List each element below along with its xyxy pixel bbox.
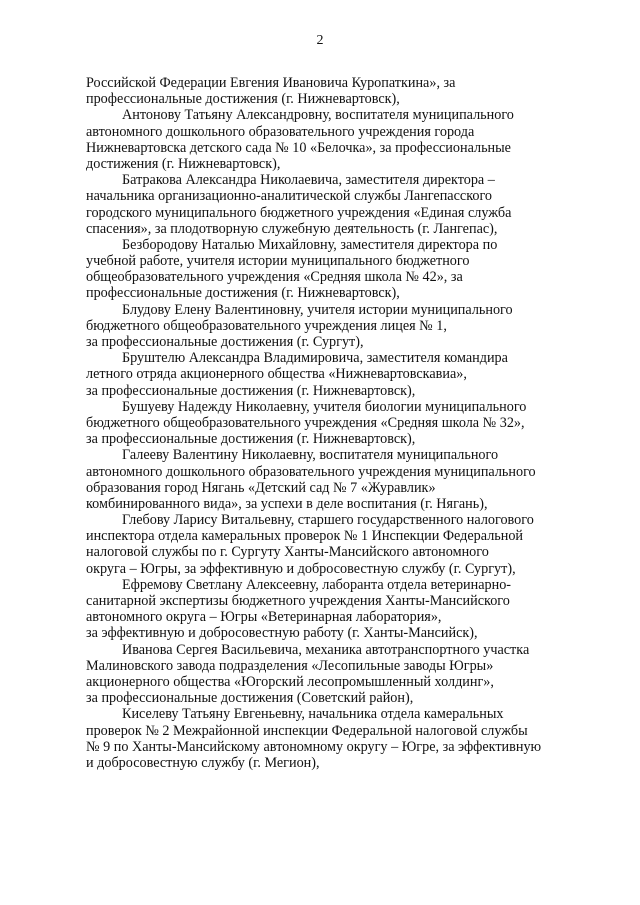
paragraph	[86, 302, 574, 351]
text-line: Галееву Валентину Николаевну, воспитателя муниципального	[122, 447, 499, 464]
document-body	[86, 75, 574, 771]
text-line: автономного дошкольного образовательного учреждения муниципального	[86, 463, 536, 480]
paragraph	[86, 706, 574, 771]
text-line: достижения (г. Нижневартовск),	[86, 155, 281, 172]
paragraph	[86, 447, 574, 512]
text-line: налоговой службы по г. Сургуту Ханты-Мансийского автономного	[86, 544, 489, 561]
text-line: за профессиональные достижения (г. Сургут),	[86, 334, 364, 350]
paragraph	[86, 642, 574, 707]
text-line: профессиональные достижения (г. Нижневартовск),	[86, 285, 400, 302]
paragraph	[86, 172, 574, 237]
text-line: и добросовестную службу (г. Мегион),	[86, 754, 320, 771]
text-line: акционерного общества «Югорский лесопромышленный холдинг»,	[86, 673, 494, 690]
text-line: Антонову Татьяну Александровну, воспитателя муниципального	[122, 107, 514, 124]
page-number: 2	[316, 33, 324, 48]
text-line: комбинированного вида», за успехи в деле воспитания (г. Нягань),	[86, 495, 488, 512]
text-line: Российской Федерации Евгения Ивановича Куропаткина», за	[86, 75, 456, 91]
text-line: начальника организационно-аналитической службы Лангепасского	[86, 188, 493, 205]
text-line: спасения», за плодотворную служебную деятельность (г. Лангепас),	[86, 220, 498, 237]
text-line: Нижневартовска детского сада № 10 «Белочка», за профессиональные	[86, 139, 511, 156]
text-line: Ефремову Светлану Алексеевну, лаборанта отдела ветеринарно-	[122, 576, 512, 593]
text-line: городского муниципального бюджетного учреждения «Единая служба	[86, 204, 512, 221]
text-line: Бруштелю Александра Владимировича, заместителя командира	[122, 350, 508, 367]
paragraph	[86, 399, 574, 448]
paragraph	[86, 75, 574, 107]
text-line: бюджетного общеобразовательного учреждения лицея № 1,	[86, 317, 447, 334]
paragraph	[86, 107, 574, 172]
paragraph	[86, 350, 574, 399]
text-line: Малиновского завода подразделения «Лесопильные заводы Югры»	[86, 657, 494, 674]
text-line: профессиональные достижения (г. Нижневартовск),	[86, 91, 400, 108]
text-line: проверок № 2 Межрайонной инспекции Федеральной налоговой службы	[86, 722, 528, 739]
text-line: Безбородову Наталью Михайловну, заместителя директора по	[122, 236, 498, 253]
text-line: Блудову Елену Валентиновну, учителя истории муниципального	[122, 301, 513, 318]
text-line: за эффективную и добросовестную работу (г. Ханты-Мансийск),	[86, 625, 478, 642]
text-line: автономного округа – Югры «Ветеринарная лаборатория»,	[86, 609, 442, 626]
text-line: учебной работе, учителя истории муниципального бюджетного	[86, 253, 470, 270]
text-line: санитарной экспертизы бюджетного учреждения Ханты-Мансийского	[86, 593, 510, 609]
text-line: Глебову Ларису Витальевну, старшего государственного налогового	[122, 512, 534, 529]
text-line: Иванова Сергея Васильевича, механика автотранспортного участка	[122, 641, 530, 658]
text-line: округа – Югры, за эффективную и добросовестную службу (г. Сургут),	[86, 560, 516, 577]
text-line: за профессиональные достижения (г. Нижневартовск),	[86, 382, 416, 399]
paragraph	[86, 512, 574, 577]
text-line: Батракова Александра Николаевича, заместителя директора –	[122, 172, 495, 189]
text-line: инспектора отдела камеральных проверок № 1 Инспекции Федеральной	[86, 528, 524, 545]
text-line: Бушуеву Надежду Николаевну, учителя биологии муниципального	[122, 398, 527, 415]
text-line: Киселеву Татьяну Евгеньевну, начальника отдела камеральных	[122, 706, 504, 723]
text-line: общеобразовательного учреждения «Средняя школа № 42», за	[86, 269, 463, 286]
text-line: бюджетного общеобразовательного учреждения «Средняя школа № 32»,	[86, 414, 525, 431]
text-line: за профессиональные достижения (г. Нижневартовск),	[86, 431, 416, 448]
text-line: № 9 по Ханты-Мансийскому автономному округу – Югре, за эффективную	[86, 738, 542, 755]
text-line: автономного дошкольного образовательного учреждения города	[86, 123, 475, 140]
paragraph	[86, 577, 574, 642]
paragraph	[86, 237, 574, 302]
text-line: за профессиональные достижения (Советский район),	[86, 690, 414, 707]
text-line: образования город Нягань «Детский сад № 7 «Журавлик»	[86, 479, 436, 496]
text-line: летного отряда акционерного общества «Нижневартовскавиа»,	[86, 366, 467, 383]
